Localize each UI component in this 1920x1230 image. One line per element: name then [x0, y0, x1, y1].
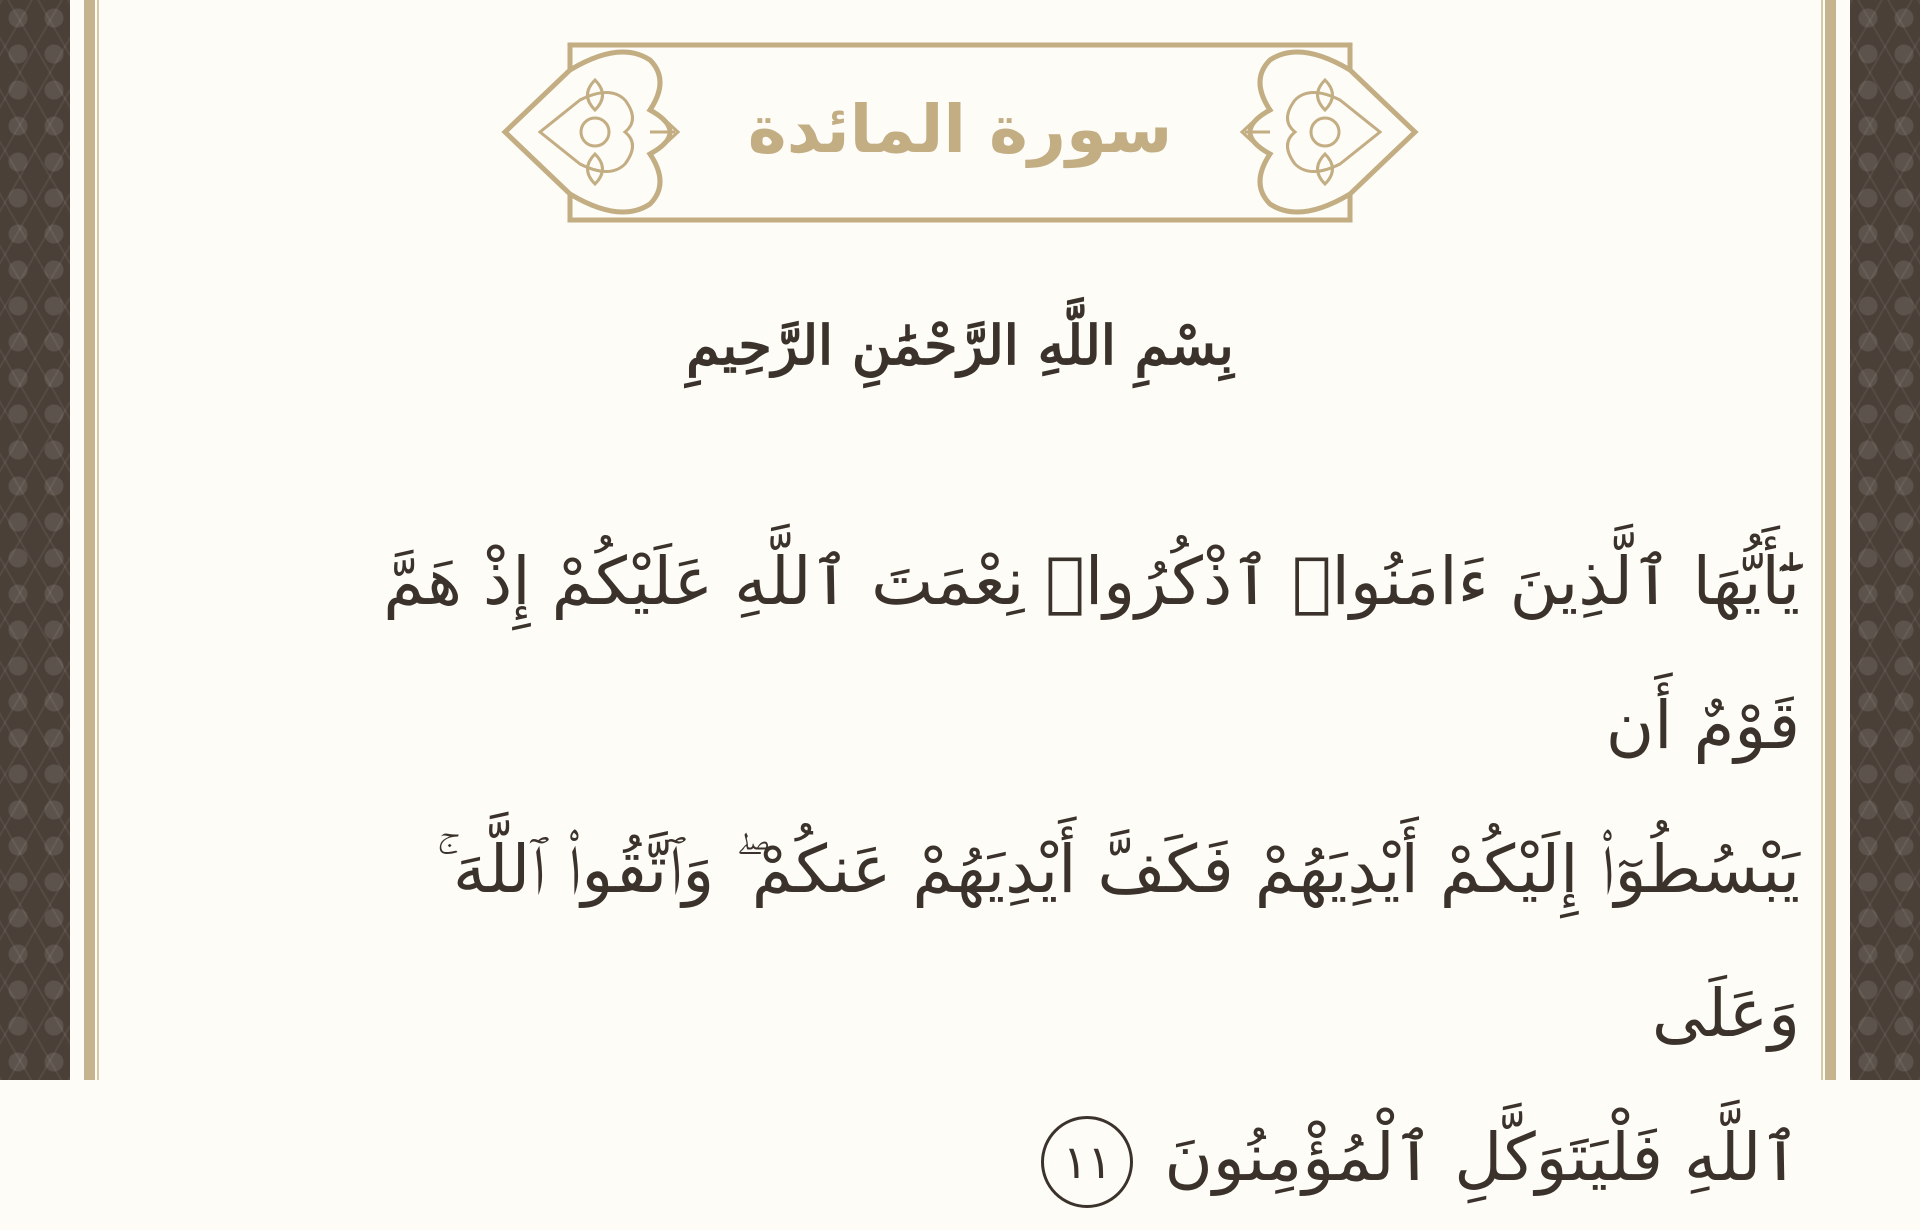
right-gold-thin-rule: [1821, 0, 1823, 1080]
left-ornamental-border: [0, 0, 70, 1080]
verse-line-2: يَبْسُطُوٓا۟ إِلَيْكُمْ أَيْدِيَهُمْ فَكَفَّ أَيْدِيَهُمْ عَنكُمْ ۖ وَٱتَّقُوا۟ ٱللَّهَ ۚ وَعَلَى: [436, 831, 1800, 1052]
ayah-number-marker: ١١: [1041, 1116, 1133, 1208]
left-gold-thin-rule: [97, 0, 99, 1080]
right-gold-rule: [1825, 0, 1836, 1080]
left-gold-rule: [84, 0, 95, 1080]
sura-title: سورة المائدة: [747, 91, 1173, 168]
verse-line-3: [380, 1086, 1800, 1230]
verse-text: [380, 510, 1800, 1230]
verse-line-1: يَٰٓأَيُّهَا ٱلَّذِينَ ءَامَنُوا۟ ٱذْكُرُوا۟ نِعْمَتَ ٱللَّهِ عَلَيْكُمْ إِذْ هَمَّ قَوْمٌ أَن: [383, 543, 1800, 764]
right-ornamental-border: [1850, 0, 1920, 1080]
basmala: بِسْمِ اللَّهِ الرَّحْمَٰنِ الرَّحِيمِ: [686, 313, 1234, 377]
verse-line-3-text: ٱللَّهِ فَلْيَتَوَكَّلِ ٱلْمُؤْمِنُونَ: [1164, 1119, 1800, 1196]
sura-header-cartouche: [500, 40, 1420, 230]
